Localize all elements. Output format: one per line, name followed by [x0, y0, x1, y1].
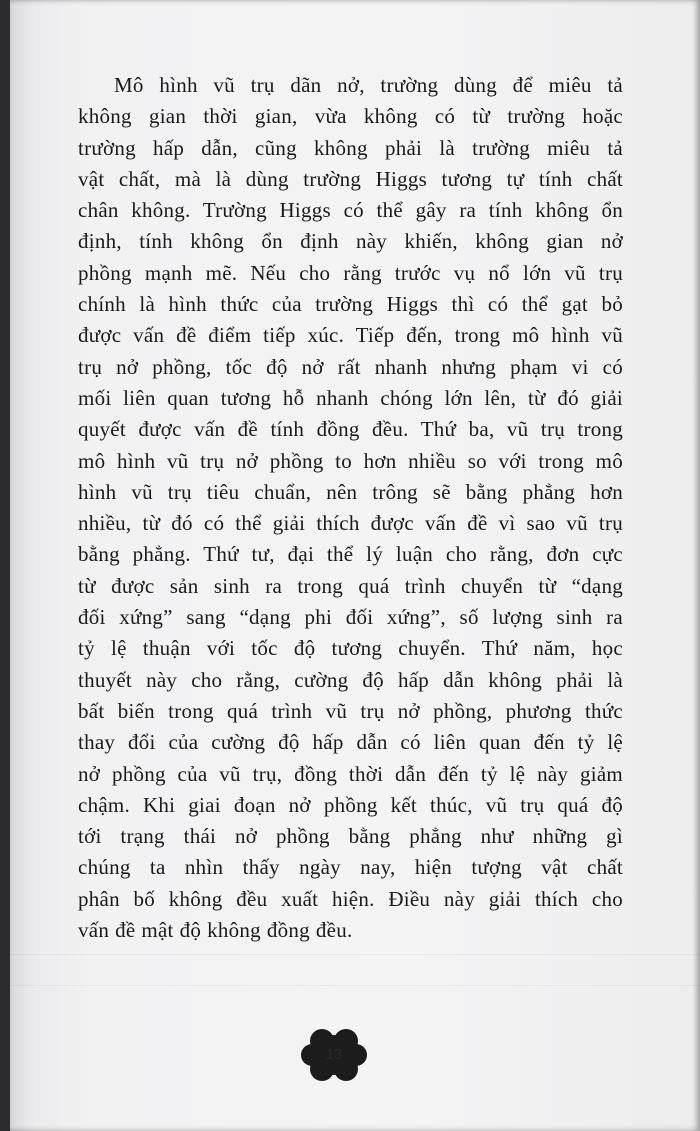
text-line: Mô hình vũ trụ dãn nở, trường dùng để miêu tả — [114, 73, 623, 97]
text-line: định, tính không ổn định này khiến, không gian nở — [78, 229, 623, 254]
text-line: chính là hình thức của trường Higgs thì có thể gạt bỏ — [78, 292, 623, 317]
text-line: đối xứng” sang “dạng phi đối xứng”, số lượng sinh ra — [78, 605, 623, 630]
text-line: mối liên quan tương hỗ nhanh chóng lớn lên, từ đó giải — [78, 385, 623, 410]
text-line: thay đổi của cường độ hấp dẫn có liên quan đến tỷ lệ — [78, 730, 623, 755]
text-line: phân bố không đều xuất hiện. Điều này giải thích cho — [78, 886, 623, 911]
text-line: bất biến trong quá trình vũ trụ nở phồng, phương thức — [78, 698, 623, 723]
text-line: chân không. Trường Higgs có thể gây ra tính không ổn — [78, 198, 623, 223]
text-line: trụ nở phồng, tốc độ nở rất nhanh nhưng phạm vi có — [78, 354, 623, 379]
text-line: từ được sản sinh ra trong quá trình chuyển từ “dạng — [78, 573, 623, 598]
text-line: không gian thời gian, vừa không có từ trường hoặc — [78, 104, 623, 129]
text-line: được vấn đề điểm tiếp xúc. Tiếp đến, trong mô hình vũ — [78, 323, 623, 348]
text-line: vật chất, mà là dùng trường Higgs tương tự tính chất — [78, 166, 623, 191]
text-line: bằng phẳng. Thứ tư, đại thể lý luận cho rằng, đơn cực — [78, 542, 623, 567]
page-number-badge — [300, 1027, 368, 1083]
page-number: 13 — [325, 1046, 343, 1063]
text-line: nở phồng của vũ trụ, đồng thời dẫn đến tỷ lệ này giảm — [78, 761, 623, 786]
text-line: tỷ lệ thuận với tốc độ tương chuyển. Thứ năm, học — [78, 636, 623, 661]
text-line: chúng ta nhìn thấy ngày nay, hiện tượng vật chất — [78, 855, 623, 880]
text-line: hình vũ trụ tiêu chuẩn, nên trông sẽ bằng phẳng hơn — [78, 479, 623, 504]
body-paragraph — [78, 70, 623, 946]
text-line: trường hấp dẫn, cũng không phải là trường miêu tả — [78, 135, 623, 160]
text-line: mô hình vũ trụ nở phồng to hơn nhiều so với trong mô — [78, 448, 623, 473]
text-line: vấn đề mật độ không đồng đều. — [78, 918, 353, 943]
text-line: phồng mạnh mẽ. Nếu cho rằng trước vụ nổ lớn vũ trụ — [78, 260, 623, 285]
text-line: nhiều, từ đó có thể giải thích được vấn đề vì sao vũ trụ — [78, 511, 623, 536]
text-line: quyết được vấn đề tính đồng đều. Thứ ba, vũ trụ trong — [78, 417, 623, 442]
text-line: tới trạng thái nở phồng bằng phẳng như những gì — [78, 824, 623, 849]
text-line: thuyết này cho rằng, cường độ hấp dẫn không phải là — [78, 667, 623, 692]
text-line: chậm. Khi giai đoạn nở phồng kết thúc, vũ trụ quá độ — [78, 792, 623, 817]
